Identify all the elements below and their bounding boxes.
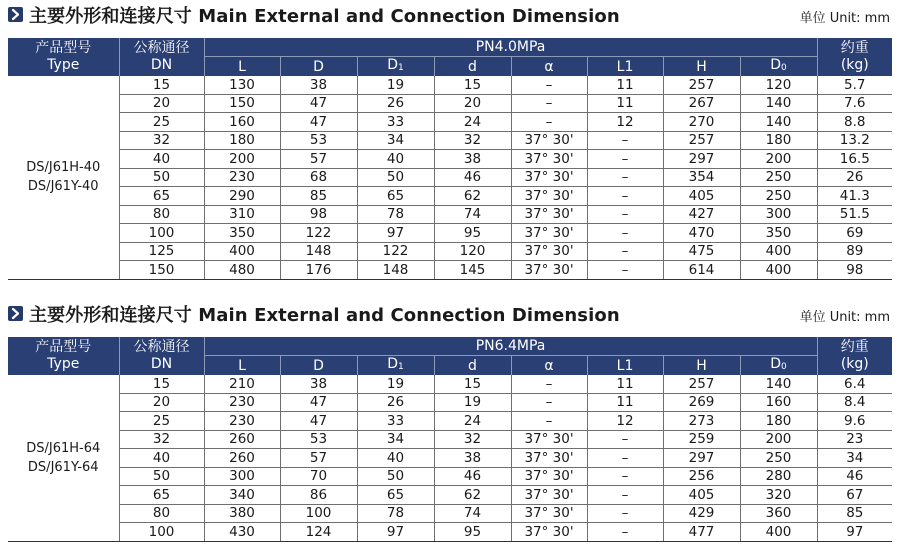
table-cell: 68	[280, 168, 357, 187]
header-type	[8, 38, 119, 76]
dn-cell: 20	[119, 94, 204, 113]
table-cell: 250	[740, 449, 817, 468]
table-cell: 53	[280, 131, 357, 150]
table-cell: 37° 30'	[511, 504, 587, 523]
table-cell: 405	[663, 187, 740, 206]
table-row	[8, 430, 892, 449]
table-cell: 400	[204, 242, 280, 261]
dn-cell: 125	[119, 242, 204, 261]
header-col-label: L1	[616, 58, 634, 75]
table-cell: 46	[434, 467, 511, 486]
table-cell: 260	[204, 449, 280, 468]
table-cell: 257	[663, 76, 740, 94]
weight-cell: 67	[817, 486, 892, 505]
table-cell: 140	[740, 113, 817, 132]
table-cell: 120	[740, 76, 817, 94]
dn-cell: 40	[119, 150, 204, 169]
table-cell: 210	[204, 375, 280, 393]
dn-cell: 80	[119, 504, 204, 523]
table-cell: 86	[280, 486, 357, 505]
weight-cell: 16.5	[817, 150, 892, 169]
model-name: DS/J61Y-64	[27, 459, 99, 475]
table-cell: 614	[663, 261, 740, 280]
header-col-subscript: 1	[398, 362, 404, 372]
table-cell: 34	[357, 430, 434, 449]
table-row	[8, 375, 892, 393]
table-cell: 427	[663, 205, 740, 224]
dn-cell: 65	[119, 486, 204, 505]
table-cell: 130	[204, 76, 280, 94]
header-dn	[119, 38, 204, 76]
table-cell: 19	[357, 375, 434, 393]
table-cell: 360	[740, 504, 817, 523]
table-cell: 37° 30'	[511, 150, 587, 169]
table-cell: 122	[280, 224, 357, 243]
section-title: 主要外形和连接尺寸 Main External and Connection Dimension	[29, 6, 620, 27]
table-cell: 160	[740, 393, 817, 412]
table-row	[8, 113, 892, 132]
table-cell: 57	[280, 449, 357, 468]
table-cell: 124	[280, 523, 357, 542]
table-cell: 53	[280, 430, 357, 449]
table-row	[8, 523, 892, 542]
weight-cell: 5.7	[817, 76, 892, 94]
table-cell: 257	[663, 375, 740, 393]
table-cell: –	[587, 449, 663, 468]
table-cell: 400	[740, 261, 817, 280]
header-weight-unit: (kg)	[840, 57, 869, 73]
table-cell: –	[587, 224, 663, 243]
table-cell: 256	[663, 467, 740, 486]
header-col	[280, 57, 357, 77]
table-cell: 470	[663, 224, 740, 243]
table-cell: 257	[663, 131, 740, 150]
header-col-subscript: 0	[781, 362, 787, 372]
header-col-label: D	[313, 58, 324, 75]
table-cell: 38	[434, 449, 511, 468]
section-heading	[0, 0, 900, 36]
header-col	[434, 57, 511, 77]
table-cell: 11	[587, 76, 663, 94]
table-cell: 37° 30'	[511, 467, 587, 486]
section-title: 主要外形和连接尺寸 Main External and Connection Dimension	[29, 305, 620, 326]
table-cell: 98	[280, 205, 357, 224]
table-cell: –	[587, 430, 663, 449]
table-cell: –	[587, 205, 663, 224]
header-dn-cn: 公称通径	[133, 339, 190, 355]
header-dn-en: DN	[150, 57, 173, 73]
table-cell: –	[511, 76, 587, 94]
table-cell: 26	[357, 393, 434, 412]
header-weight	[817, 38, 892, 76]
table-cell: 37° 30'	[511, 205, 587, 224]
header-col-label: d	[468, 58, 477, 75]
table-cell: 260	[204, 430, 280, 449]
table-cell: 37° 30'	[511, 261, 587, 280]
dn-cell: 15	[119, 76, 204, 94]
dn-cell: 50	[119, 168, 204, 187]
table-cell: –	[587, 523, 663, 542]
header-col	[740, 57, 817, 77]
table-cell: 148	[280, 242, 357, 261]
table-cell: 37° 30'	[511, 523, 587, 542]
table-cell: 259	[663, 430, 740, 449]
table-cell: 250	[740, 187, 817, 206]
table-cell: 290	[204, 187, 280, 206]
header-col	[663, 356, 740, 376]
table-cell: 180	[204, 131, 280, 150]
table-cell: 140	[740, 375, 817, 393]
table-cell: 100	[280, 504, 357, 523]
table-cell: –	[587, 467, 663, 486]
table-cell: –	[511, 94, 587, 113]
table-cell: 38	[280, 76, 357, 94]
table-cell: 47	[280, 113, 357, 132]
table-cell: 33	[357, 113, 434, 132]
weight-cell: 89	[817, 242, 892, 261]
table-cell: 24	[434, 113, 511, 132]
header-type-en: Type	[47, 356, 80, 372]
dn-cell: 25	[119, 412, 204, 431]
table-row	[8, 393, 892, 412]
header-col	[511, 356, 587, 376]
header-col-subscript: 1	[398, 63, 404, 73]
table-cell: 350	[204, 224, 280, 243]
table-cell: 200	[204, 150, 280, 169]
table-cell: 340	[204, 486, 280, 505]
model-cell	[8, 76, 119, 279]
table-cell: 300	[740, 205, 817, 224]
dn-cell: 150	[119, 261, 204, 280]
table-cell: 37° 30'	[511, 224, 587, 243]
table-cell: 477	[663, 523, 740, 542]
header-col-label: L	[238, 58, 246, 75]
header-col	[204, 356, 280, 376]
table-cell: 180	[740, 131, 817, 150]
table-cell: 70	[280, 467, 357, 486]
table-cell: 15	[434, 76, 511, 94]
weight-cell: 13.2	[817, 131, 892, 150]
table-cell: 62	[434, 187, 511, 206]
table-row	[8, 242, 892, 261]
table-cell: 37° 30'	[511, 242, 587, 261]
table-cell: 380	[204, 504, 280, 523]
table-cell: 140	[740, 94, 817, 113]
table-cell: 37° 30'	[511, 449, 587, 468]
table-cell: 40	[357, 150, 434, 169]
header-col	[663, 57, 740, 77]
table-row	[8, 504, 892, 523]
table-cell: 34	[357, 131, 434, 150]
table-cell: 38	[434, 150, 511, 169]
weight-cell: 46	[817, 467, 892, 486]
weight-cell: 41.3	[817, 187, 892, 206]
table-row	[8, 412, 892, 431]
header-col	[204, 57, 280, 77]
table-cell: 74	[434, 205, 511, 224]
table-cell: 26	[357, 94, 434, 113]
table-cell: 310	[204, 205, 280, 224]
header-dn-en: DN	[150, 356, 173, 372]
table-cell: 40	[357, 449, 434, 468]
header-col-label: D	[387, 356, 399, 372]
table-row	[8, 205, 892, 224]
dn-cell: 80	[119, 205, 204, 224]
header-dn	[119, 337, 204, 375]
table-row	[8, 449, 892, 468]
header-col-label: D	[313, 357, 324, 374]
header-type-cn: 产品型号	[35, 40, 92, 56]
header-col-label: α	[544, 58, 554, 75]
table-row	[8, 76, 892, 94]
table-cell: 273	[663, 412, 740, 431]
table-cell: –	[511, 375, 587, 393]
table-cell: –	[587, 242, 663, 261]
table-cell: 176	[280, 261, 357, 280]
table-cell: 400	[740, 523, 817, 542]
dn-cell: 100	[119, 224, 204, 243]
table-cell: 15	[434, 375, 511, 393]
model-name: DS/J61Y-40	[27, 179, 99, 195]
table-cell: 11	[587, 94, 663, 113]
table-cell: –	[511, 113, 587, 132]
table-cell: 95	[434, 523, 511, 542]
table-cell: 65	[357, 187, 434, 206]
table-cell: 11	[587, 393, 663, 412]
weight-cell: 8.8	[817, 113, 892, 132]
dn-cell: 32	[119, 430, 204, 449]
header-col	[740, 356, 817, 376]
table-cell: –	[587, 486, 663, 505]
header-col	[280, 356, 357, 376]
table-cell: 95	[434, 224, 511, 243]
header-weight	[817, 337, 892, 375]
table-cell: 78	[357, 205, 434, 224]
weight-cell: 34	[817, 449, 892, 468]
table-cell: 120	[434, 242, 511, 261]
weight-cell: 7.6	[817, 94, 892, 113]
chevron-right-icon	[8, 7, 23, 22]
table-cell: 12	[587, 113, 663, 132]
header-col-label: d	[468, 357, 477, 374]
table-cell: 200	[740, 150, 817, 169]
table-cell: 405	[663, 486, 740, 505]
unit-label: 单位 Unit: mm	[799, 11, 890, 26]
table-row	[8, 187, 892, 206]
table-cell: 200	[740, 430, 817, 449]
header-col-subscript: 0	[781, 63, 787, 73]
model-name: DS/J61H-40	[26, 160, 101, 176]
weight-cell: 6.4	[817, 375, 892, 393]
table-cell: 180	[740, 412, 817, 431]
table-cell: 32	[434, 430, 511, 449]
header-col	[434, 356, 511, 376]
weight-cell: 97	[817, 523, 892, 542]
header-type	[8, 337, 119, 375]
table-cell: 50	[357, 168, 434, 187]
dn-cell: 50	[119, 467, 204, 486]
table-row	[8, 224, 892, 243]
weight-cell: 69	[817, 224, 892, 243]
table-cell: 57	[280, 150, 357, 169]
header-col	[587, 356, 663, 376]
header-pressure: PN4.0MPa	[204, 38, 817, 57]
dn-cell: 15	[119, 375, 204, 393]
table-cell: 19	[434, 393, 511, 412]
table-cell: 62	[434, 486, 511, 505]
table-cell: 50	[357, 467, 434, 486]
chevron-right-icon	[8, 306, 23, 321]
model-cell	[8, 375, 119, 541]
table-row	[8, 94, 892, 113]
header-col-label: L1	[616, 357, 634, 374]
table-cell: 47	[280, 412, 357, 431]
table-cell: 230	[204, 412, 280, 431]
header-weight-cn: 约重	[840, 339, 869, 355]
table-cell: 297	[663, 449, 740, 468]
table-cell: 145	[434, 261, 511, 280]
dn-cell: 25	[119, 113, 204, 132]
table-cell: –	[587, 150, 663, 169]
table-cell: 270	[663, 113, 740, 132]
table-cell: –	[587, 261, 663, 280]
table-cell: 230	[204, 168, 280, 187]
dn-cell: 65	[119, 187, 204, 206]
table-cell: 37° 30'	[511, 430, 587, 449]
table-cell: –	[511, 412, 587, 431]
table-cell: 19	[357, 76, 434, 94]
table-cell: 12	[587, 412, 663, 431]
table-cell: 37° 30'	[511, 187, 587, 206]
table-cell: 97	[357, 523, 434, 542]
weight-cell: 98	[817, 261, 892, 280]
table-cell: 267	[663, 94, 740, 113]
header-col-label: α	[544, 357, 554, 374]
table-cell: 150	[204, 94, 280, 113]
table-cell: 280	[740, 467, 817, 486]
weight-cell: 51.5	[817, 205, 892, 224]
dn-cell: 20	[119, 393, 204, 412]
table-row	[8, 131, 892, 150]
table-cell: 46	[434, 168, 511, 187]
table-cell: 250	[740, 168, 817, 187]
table-cell: –	[587, 504, 663, 523]
table-cell: 160	[204, 113, 280, 132]
table-cell: 475	[663, 242, 740, 261]
table-cell: 480	[204, 261, 280, 280]
table-row	[8, 467, 892, 486]
weight-cell: 23	[817, 430, 892, 449]
table-cell: 37° 30'	[511, 168, 587, 187]
header-type-en: Type	[47, 57, 80, 73]
dimension-table	[8, 337, 892, 542]
table-cell: 11	[587, 375, 663, 393]
table-cell: 24	[434, 412, 511, 431]
header-col-label: H	[696, 357, 707, 374]
table-cell: 400	[740, 242, 817, 261]
table-cell: 148	[357, 261, 434, 280]
table-cell: –	[587, 168, 663, 187]
table-cell: 47	[280, 94, 357, 113]
table-cell: 350	[740, 224, 817, 243]
table-cell: 122	[357, 242, 434, 261]
table-cell: 429	[663, 504, 740, 523]
table-cell: 65	[357, 486, 434, 505]
table-cell: 20	[434, 94, 511, 113]
table-row	[8, 150, 892, 169]
table-cell: –	[511, 393, 587, 412]
table-cell: 297	[663, 150, 740, 169]
header-col	[587, 57, 663, 77]
header-pressure: PN6.4MPa	[204, 337, 817, 356]
header-col	[357, 356, 434, 376]
table-cell: 74	[434, 504, 511, 523]
table-cell: 78	[357, 504, 434, 523]
dimension-section-pn64	[0, 299, 900, 540]
section-heading	[0, 299, 900, 335]
weight-cell: 8.4	[817, 393, 892, 412]
dimension-table	[8, 38, 892, 280]
table-cell: 269	[663, 393, 740, 412]
model-name: DS/J61H-64	[26, 440, 101, 456]
table-cell: 430	[204, 523, 280, 542]
header-dn-cn: 公称通径	[133, 40, 190, 56]
dn-cell: 100	[119, 523, 204, 542]
table-cell: 320	[740, 486, 817, 505]
header-col	[511, 57, 587, 77]
table-row	[8, 261, 892, 280]
header-col-label: L	[238, 357, 246, 374]
weight-cell: 85	[817, 504, 892, 523]
weight-cell: 9.6	[817, 412, 892, 431]
header-col-label: D	[770, 57, 782, 73]
table-row	[8, 168, 892, 187]
table-cell: 33	[357, 412, 434, 431]
table-cell: –	[587, 131, 663, 150]
header-col	[357, 57, 434, 77]
table-cell: 37° 30'	[511, 131, 587, 150]
table-cell: 85	[280, 187, 357, 206]
header-weight-unit: (kg)	[840, 356, 869, 372]
header-col-label: H	[696, 58, 707, 75]
table-cell: 354	[663, 168, 740, 187]
table-cell: 38	[280, 375, 357, 393]
unit-label: 单位 Unit: mm	[799, 310, 890, 325]
dn-cell: 40	[119, 449, 204, 468]
table-cell: –	[587, 187, 663, 206]
header-col-label: D	[387, 57, 399, 73]
dn-cell: 32	[119, 131, 204, 150]
header-type-cn: 产品型号	[35, 339, 92, 355]
table-cell: 32	[434, 131, 511, 150]
table-row	[8, 486, 892, 505]
table-cell: 37° 30'	[511, 486, 587, 505]
table-cell: 47	[280, 393, 357, 412]
table-cell: 97	[357, 224, 434, 243]
header-weight-cn: 约重	[840, 40, 869, 56]
table-cell: 230	[204, 393, 280, 412]
weight-cell: 26	[817, 168, 892, 187]
table-cell: 300	[204, 467, 280, 486]
header-col-label: D	[770, 356, 782, 372]
